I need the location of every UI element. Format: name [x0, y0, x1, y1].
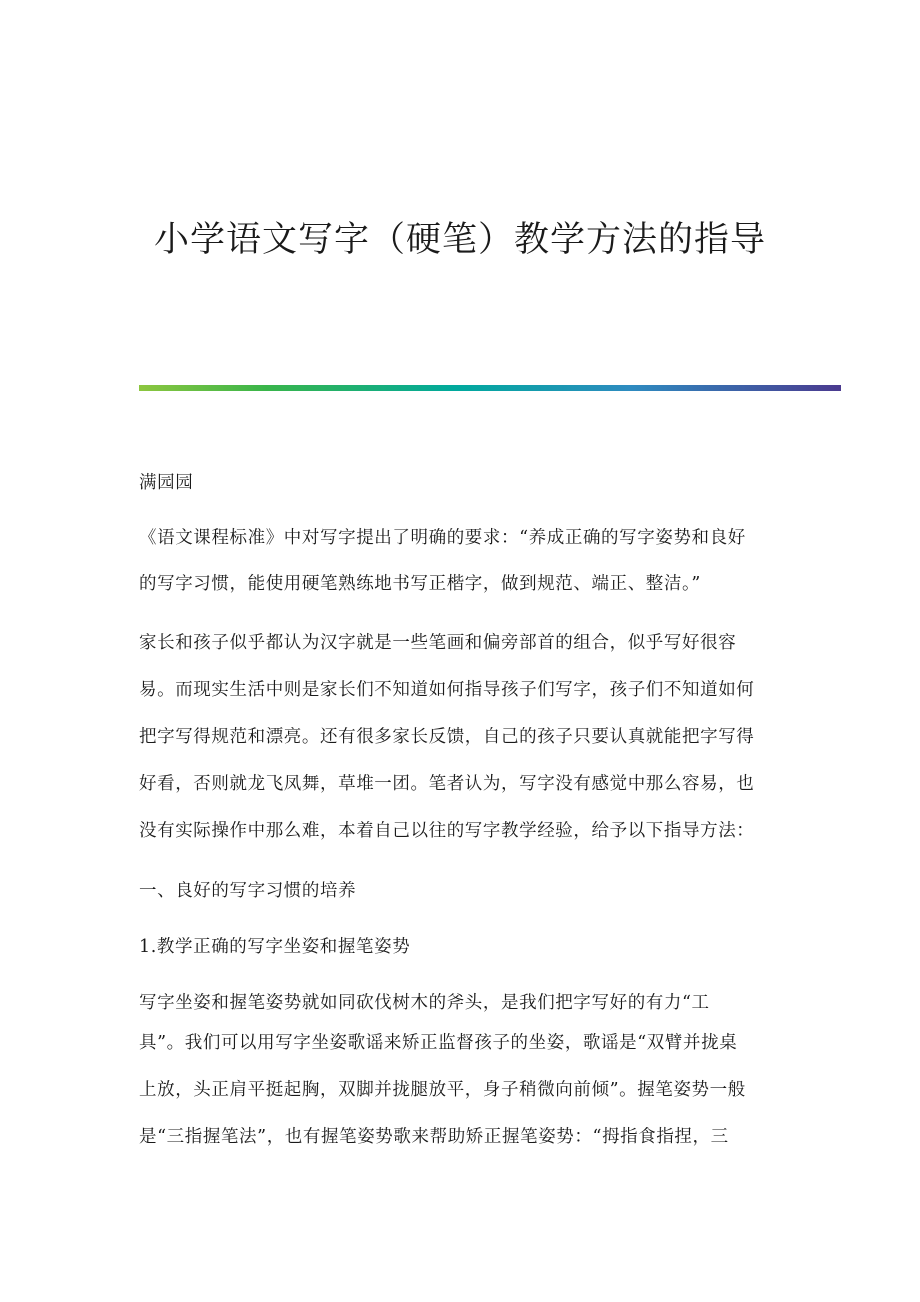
paragraph-1 — [139, 526, 775, 596]
paragraph-line: 没有实际操作中那么难，本着自己以往的写字教学经验，给予以下指导方法： — [139, 821, 755, 841]
paragraph-line: 易。而现实生活中则是家长们不知道如何指导孩子们写字，孩子们不知道如何 — [139, 680, 755, 700]
paragraph-line: 是“三指握笔法”，也有握笔姿势歌来帮助矫正握笔姿势：“拇指食指捏，三 — [139, 1127, 729, 1147]
paragraph-line: 写字坐姿和握笔姿势就如同砍伐树木的斧头，是我们把字写好的有力“工 — [139, 993, 710, 1013]
section-heading — [139, 879, 775, 903]
paragraph-line: 《语文课程标准》中对写字提出了明确的要求：“养成正确的写字姿势和良好 — [139, 528, 746, 548]
paragraph-line: 上放，头正肩平挺起胸，双脚并拢腿放平，身子稍微向前倾”。握笔姿势一般 — [139, 1080, 746, 1100]
paragraph-line: 把字写得规范和漂亮。还有很多家长反馈，自己的孩子只要认真就能把字写得 — [139, 727, 755, 747]
paragraph-line: 的写字习惯，能使用硬笔熟练地书写正楷字，做到规范、端正、整洁。” — [139, 574, 701, 594]
author-name — [139, 471, 775, 495]
heading-line: 1.教学正确的写字坐姿和握笔姿势 — [139, 937, 411, 957]
paragraph-2 — [139, 631, 775, 843]
paragraph-3 — [139, 991, 775, 1149]
paragraph-line: 家长和孩子似乎都认为汉字就是一些笔画和偏旁部首的组合，似乎写好很容 — [139, 633, 737, 653]
paragraph-line: 好看，否则就龙飞凤舞，草堆一团。笔者认为，写字没有感觉中那么容易，也 — [139, 774, 755, 794]
paragraph-line: 具”。我们可以用写字坐姿歌谣来矫正监督孩子的坐姿，歌谣是“双臂并拢桌 — [139, 1033, 738, 1053]
author-line: 满园园 — [139, 473, 194, 493]
subsection-heading — [139, 935, 775, 959]
document-title: 小学语文写字（硬笔）教学方法的指导 — [153, 220, 766, 260]
heading-line: 一、良好的写字习惯的培养 — [139, 881, 357, 901]
title-divider — [139, 385, 841, 391]
